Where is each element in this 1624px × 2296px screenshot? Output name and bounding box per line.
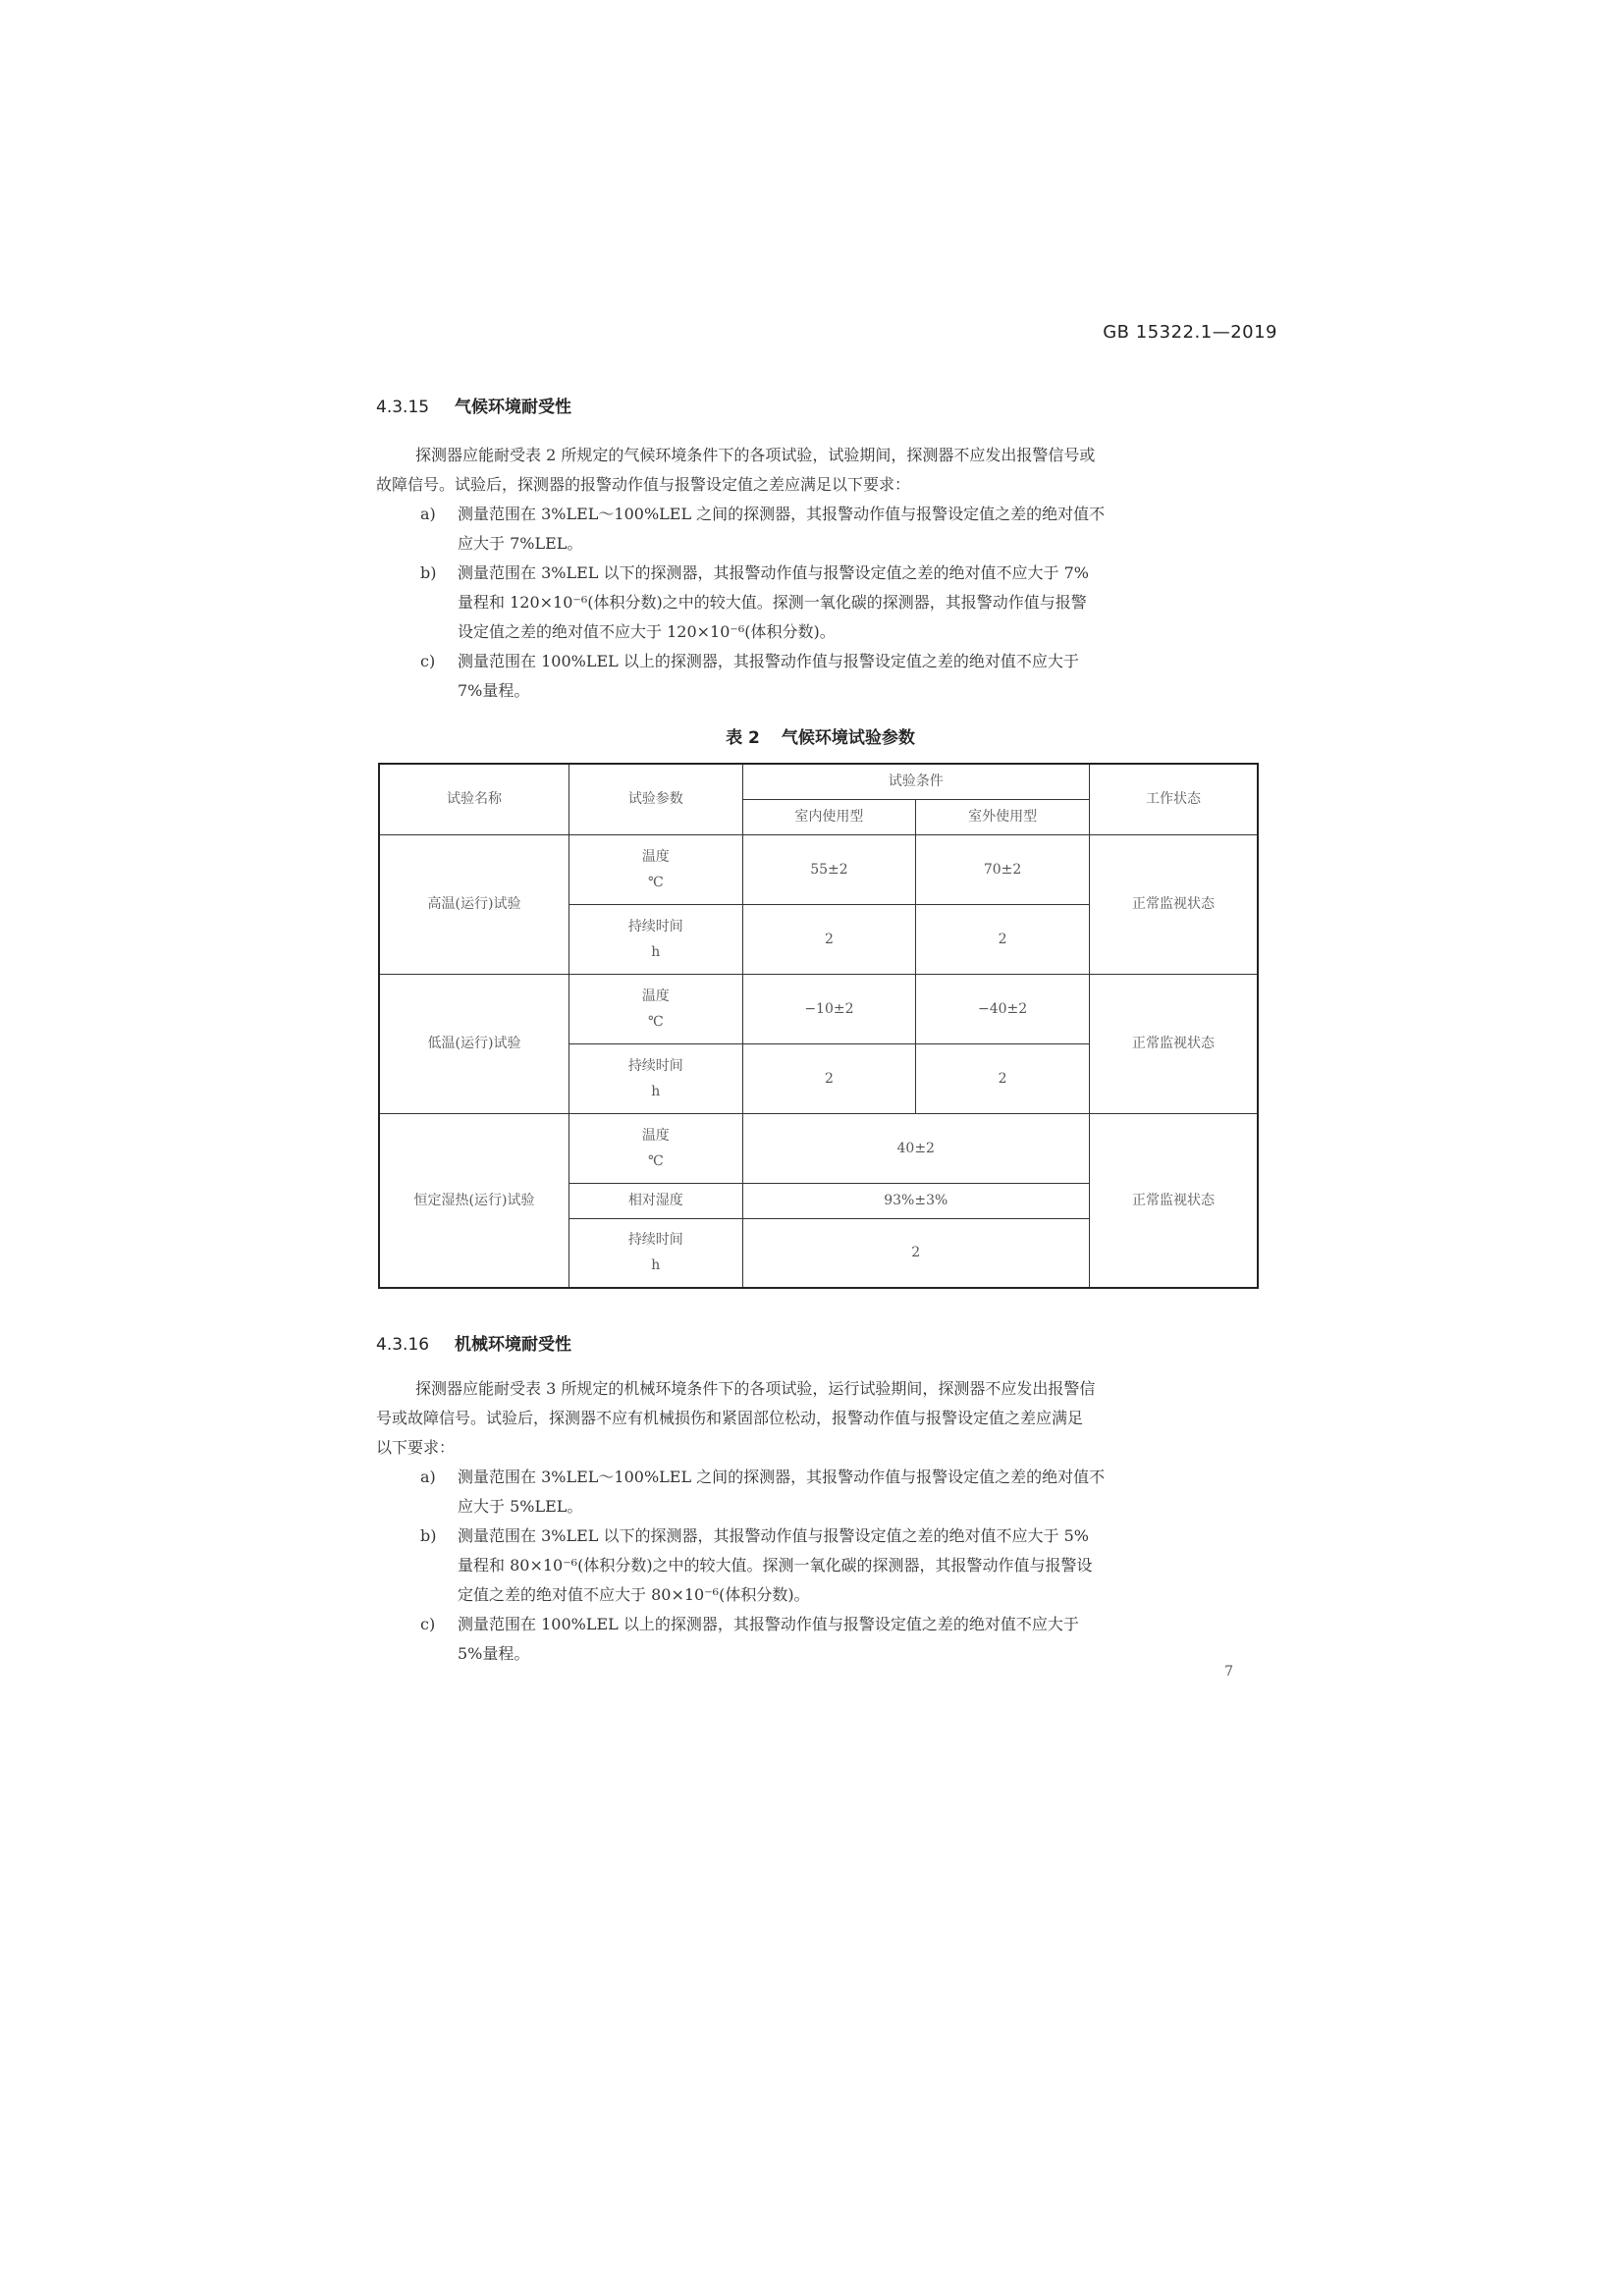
standard-code: GB 15322.1—2019 (1103, 322, 1277, 343)
param-unit: ℃ (647, 1013, 664, 1030)
item-line: 测量范围在 3%LEL 以下的探测器，其报警动作值与报警设定值之差的绝对值不应大于 5% (458, 1526, 1089, 1545)
shared-value: 40±2 (742, 1113, 1089, 1183)
header-test-conditions: 试验条件 (742, 764, 1089, 799)
list-item (376, 1610, 1265, 1669)
shared-value: 2 (742, 1218, 1089, 1288)
indoor-value: 2 (742, 904, 916, 974)
param-name: 持续时间 (627, 1057, 683, 1074)
outdoor-value: −40±2 (916, 974, 1090, 1043)
param-unit: h (651, 1257, 661, 1274)
item-line: 测量范围在 3%LEL～100%LEL 之间的探测器，其报警动作值与报警设定值之差的绝对值不 (458, 1468, 1106, 1486)
item-line: 测量范围在 3%LEL 以下的探测器，其报警动作值与报警设定值之差的绝对值不应大于 7% (458, 563, 1089, 582)
indoor-value: 2 (742, 1043, 916, 1113)
intro-line: 以下要求： (376, 1438, 456, 1457)
intro-line: 探测器应能耐受表 3 所规定的机械环境条件下的各项试验，运行试验期间，探测器不应发出报警信 (415, 1379, 1096, 1398)
param-cell (569, 834, 743, 904)
header-work-state: 工作状态 (1089, 764, 1258, 834)
param-cell (569, 904, 743, 974)
test-name-cell: 恒定湿热(运行)试验 (379, 1113, 569, 1288)
indoor-value: 55±2 (742, 834, 916, 904)
intro-line: 号或故障信号。试验后，探测器不应有机械损伤和紧固部位松动，报警动作值与报警设定值之差应满足 (376, 1409, 1084, 1427)
indoor-value: −10±2 (742, 974, 916, 1043)
item-marker: a) (420, 1468, 436, 1486)
item-line: 量程和 80×10⁻⁶(体积分数)之中的较大值。探测一氧化碳的探测器，其报警动作值与报警设 (458, 1556, 1093, 1575)
param-name: 温度 (641, 988, 670, 1004)
test-name-cell: 高温(运行)试验 (379, 834, 569, 974)
item-marker: a) (420, 505, 436, 523)
table-row (379, 974, 1258, 1043)
item-line: 定值之差的绝对值不应大于 80×10⁻⁶(体积分数)。 (458, 1585, 810, 1604)
section-4-3-16 (376, 1330, 1265, 1669)
param-cell (569, 974, 743, 1043)
section-4-3-15 (376, 393, 1265, 706)
item-line: 应大于 5%LEL。 (458, 1497, 583, 1516)
item-line: 量程和 120×10⁻⁶(体积分数)之中的较大值。探测一氧化碳的探测器，其报警动作值与报警 (458, 593, 1087, 612)
section-number: 4.3.16 (376, 1335, 430, 1355)
param-name: 温度 (641, 848, 670, 865)
param-name: 相对湿度 (627, 1193, 683, 1208)
param-name: 持续时间 (627, 1232, 683, 1249)
work-state-cell: 正常监视状态 (1089, 1113, 1258, 1288)
param-cell (569, 1043, 743, 1113)
header-test-name: 试验名称 (379, 764, 569, 834)
table-caption (376, 723, 1265, 748)
param-unit: h (651, 1083, 661, 1099)
shared-value: 93%±3% (742, 1183, 1089, 1218)
section-title: 机械环境耐受性 (455, 1335, 571, 1355)
section-number: 4.3.15 (376, 398, 430, 417)
param-unit: h (651, 943, 661, 960)
param-cell (569, 1218, 743, 1288)
intro-line: 探测器应能耐受表 2 所规定的气候环境条件下的各项试验，试验期间，探测器不应发出报警信号或 (415, 446, 1096, 464)
work-state-cell: 正常监视状态 (1089, 834, 1258, 974)
section-title: 气候环境耐受性 (455, 398, 571, 417)
section-heading (376, 393, 1265, 417)
page-number: 7 (1224, 1664, 1233, 1680)
header-indoor: 室内使用型 (742, 799, 916, 834)
item-marker: b) (420, 1526, 437, 1545)
table-title: 气候环境试验参数 (781, 728, 915, 748)
table-row (379, 834, 1258, 904)
section-heading (376, 1330, 1265, 1355)
item-marker: c) (420, 652, 436, 670)
header-test-param: 试验参数 (569, 764, 743, 834)
param-name: 温度 (641, 1127, 670, 1144)
list-item (376, 647, 1265, 706)
item-line: 测量范围在 100%LEL 以上的探测器，其报警动作值与报警设定值之差的绝对值不应大于 (458, 1615, 1079, 1633)
item-line: 测量范围在 3%LEL～100%LEL 之间的探测器，其报警动作值与报警设定值之差的绝对值不 (458, 505, 1106, 523)
table-row (379, 1113, 1258, 1183)
item-line: 7%量程。 (458, 681, 530, 700)
test-name-cell: 低温(运行)试验 (379, 974, 569, 1113)
outdoor-value: 2 (916, 904, 1090, 974)
param-cell (569, 1183, 743, 1218)
header-outdoor: 室外使用型 (916, 799, 1090, 834)
intro-line: 故障信号。试验后，探测器的报警动作值与报警设定值之差应满足以下要求： (376, 475, 911, 494)
outdoor-value: 2 (916, 1043, 1090, 1113)
list-item (376, 1463, 1265, 1522)
table-label: 表 2 (726, 728, 760, 748)
param-name: 持续时间 (627, 918, 683, 934)
item-line: 设定值之差的绝对值不应大于 120×10⁻⁶(体积分数)。 (458, 622, 836, 641)
item-marker: c) (420, 1615, 436, 1633)
param-unit: ℃ (647, 874, 664, 890)
list-item (376, 500, 1265, 559)
param-unit: ℃ (647, 1152, 664, 1169)
item-marker: b) (420, 563, 437, 582)
item-line: 应大于 7%LEL。 (458, 534, 583, 553)
item-line: 5%量程。 (458, 1644, 530, 1663)
climate-test-table (378, 763, 1259, 1289)
list-item (376, 559, 1265, 647)
outdoor-value: 70±2 (916, 834, 1090, 904)
param-cell (569, 1113, 743, 1183)
work-state-cell: 正常监视状态 (1089, 974, 1258, 1113)
list-item (376, 1522, 1265, 1610)
item-line: 测量范围在 100%LEL 以上的探测器，其报警动作值与报警设定值之差的绝对值不应大于 (458, 652, 1079, 670)
